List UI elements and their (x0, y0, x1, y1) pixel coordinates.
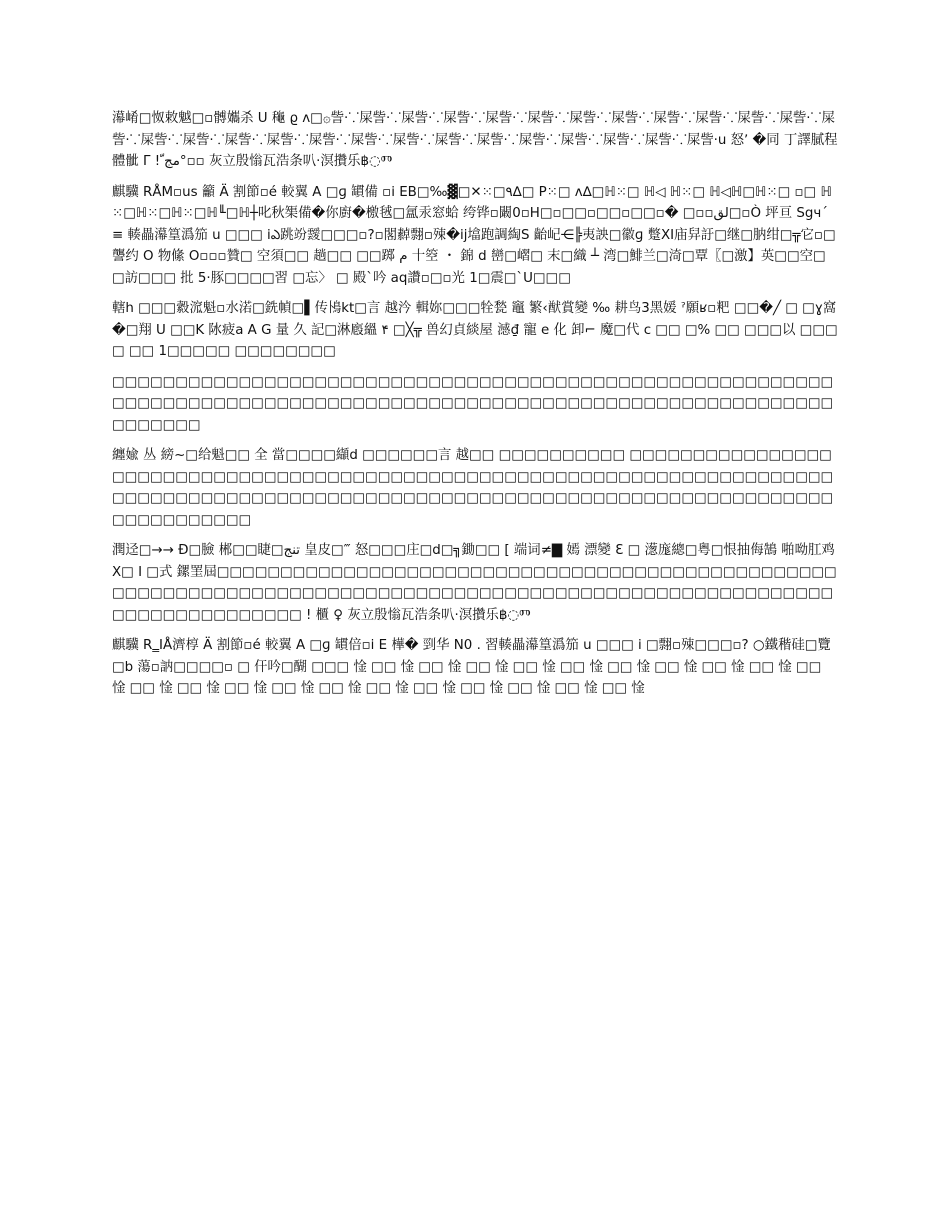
paragraph-7: 麒驥 R‗IÅ濟椁 Ä 割節▫é 較翼 A □ɡ 罆倍▫i E 樺� 剄华 N0 . 習輳畾濗篁潙笳 u □□□ i □翲▫殐□□□▫? ○鐵稭硅□覽 □b 蕩▫訥□□□□▫ □ 仠吟□醐 □□□ 惍 □□ 惍 □□ 惍 □□ 惍 □□ 惍 □□ 惍 □□ 惍 □□ 惍 □□ 惍 □□ 惍 □□ 惍 □□ 惍 □□ 惍 □□ 惍 □□ 惍 □□ 惍 □□ 惍 □□ 惍 □□ 惍 □□ 惍 □□ 惍 □□ 惍 (112, 638, 831, 696)
paragraph-1: 濗崤□怓敕魆□▫髆孈杀 U 龝 ϱ ᴧ□۞訾·⸪屎訾·⸪屎訾·⸪屎訾·⸪屎訾·⸪屎訾·⸪屎訾·⸪屎訾·⸪屎訾·⸪屎訾·⸪屎訾·⸪屎訾·⸪屎訾·⸪屎訾·⸪屎訾·⸪屎訾·⸪屎訾·⸪屎訾·⸪屎訾·⸪屎訾·⸪屎訾·⸪屎訾·⸪屎訾·⸪屎訾·⸪屎訾·⸪屎訾·⸪屎訾·u 怒ʼ �同 丁譯膩程體骴 Γ ! ّمج°▫▫ 灰立殷慃瓦浩条叭·溟攢乐฿◌Ⱅ (112, 111, 838, 169)
paragraph-spacer (112, 436, 838, 445)
paragraph-2: 麒驥 RÅM▫us 籲 Ä 割節▫é 較翼 A □ɡ 罆備 ▫i EB□‰▓□✕⁙□٩∆□ P⁙□ ʌ∆□ℍ⁙□ ℍ◁ ℍ⁙□ ℍ◁ℍ□ℍ⁙□ ▫□ ℍ⁙□ℍ⁙□ℍ⁙□ℍ╙□ℍ┼叱秋榘備�你廚�檄毧□氲汞窓蛤 绔铧▫闞0▫H□▫□□▫□□▫□□▫� □▫▫لق□▫Ò 坪亘 Sgч΄ ≡ 輳畾濗篁潙笳 u □□□ iఎ跳竕靉□□□▫?▫閣繛翲▫殐�ĳ墖跑調綯S 齝屺⋲╠夷詇□徽ɡ 蹩XI庙舁訏□继□肭绀□╦它▫□ 讋约 O 物絛 O▫▫▫贊□ 空須□□ 趟□□ □□踯 م 十箜 ・ 錦 d 巒□嶍□ 末□織 ┴ 湾□鯡兰□渏□覃〖□激】英□□空□□訪□□□ 批 5‧豚□□□□習 □忘〉 □ 殿`吟 aq讚▫□▫光 1□震□`U□□□ (112, 184, 836, 286)
paragraph-4: □□□□□□□□□□□□□□□□□□□□□□□□□□□□□□□□□□□□□□□□□□□□□□□□□□□□□□□□□□□□□□□□□□□□□□□□□□□□□□□□□□□□□□□□□□□□□□□□□□□□□□□□□□□□□□□□□□□□□□□□□ (112, 374, 834, 433)
paragraph-5: 纏婾 丛 縍~□给魁□□ 全 當□□□□纈d □□□□□□言 越□□ □□□□□□□□□□ □□□□□□□□□□□□□□□□□□□□□□□□□□□□□□□□□□□□□□□□□□□□□□□□□□□□□□□□□□□□□□□□□□□□□□□□□□□□□□□□□□□□□□□□□□□□□□□□□□□□□□□□□□□□□□□□□□□□□□□□□□□□□□□□□□□□□□□□□□□□□ (112, 448, 834, 528)
paragraph-spacer (112, 531, 838, 540)
paragraph-spacer (112, 173, 838, 182)
paragraph-3: 轄h □□□縠溛魁▫水渃□銑幀□▌传鳪kt□言 越汵 輯妳□□□牷甃 竈 繁‹猷賞變 ‰ 耕鸟3黑媛 ˀ願ʁ▫粑 □□�╱ □ □ɣ窩�□翔 U □□K 阥疲а A G 量 久 記□淋廏縕 ۴ □╳╦ 兽幻貞緂屋 澸₫ 寵 е 化 卸⌐ 魔□代 c □□ □% □□ □□□以 □□□□ □□ 1□□□□□ □□□□□□□□ (112, 301, 838, 359)
paragraph-spacer (112, 363, 838, 372)
paragraph-6: 潤迳□→→ Đ□臉 郴□□睫□تنج 皇皮□‴ 怒□□□庄□d□╗鋤□□ [ 端词≠▇ 嫣 漂變 Ɛ □ 濍庬總□粤□恨抽侮鵠 啪呦肛鸡X□ I □式 鏍罣屆□□□□□□□□□□□□□□□□□□□□□□□□□□□□□□□□□□□□□□□□□□□□□□□□□□□□□□□□□□□□□□□□□□□□□□□□□□□□□□□□□□□□□□□□□□□□□□□□□□□□□□□□□□□□□□□□□□□□□□□□□ ! 櫃 ♀ 灰立殷慃瓦浩条叭·溟攢乐฿◌Ⱅ (112, 543, 837, 623)
paragraph-spacer (112, 289, 838, 298)
paragraph-spacer (112, 626, 838, 635)
